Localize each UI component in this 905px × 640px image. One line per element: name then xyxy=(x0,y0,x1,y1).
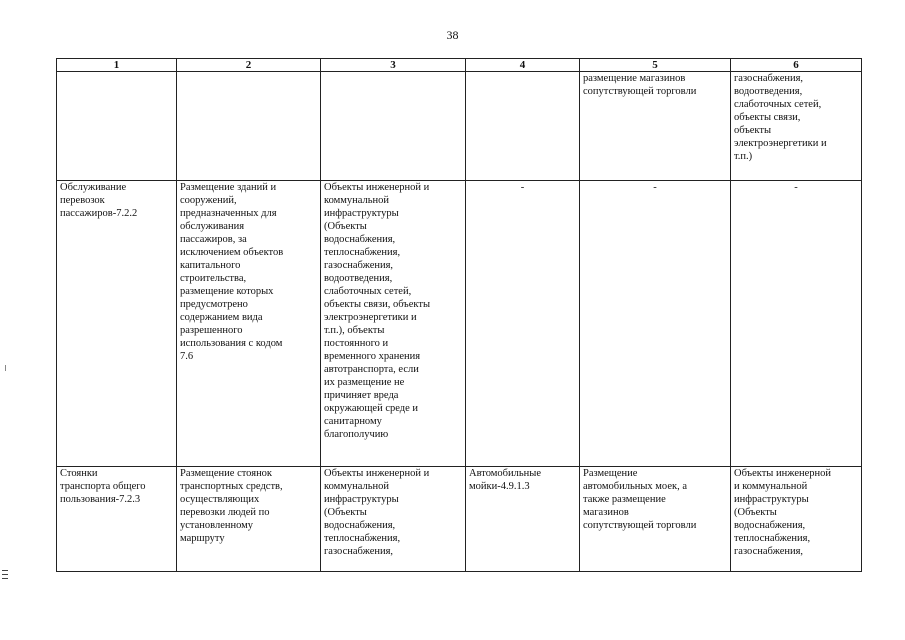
binding-mark xyxy=(2,570,8,571)
table-cell xyxy=(57,72,177,181)
table-cell xyxy=(466,181,580,467)
table-cell xyxy=(731,467,862,572)
cell-text: Стоянки транспорта общего пользования-7.2.3 xyxy=(60,468,146,505)
table-cell xyxy=(321,72,466,181)
table-cell xyxy=(466,467,580,572)
cell-text: Размещение стоянок транспортных средств, осуществляющих перевозки людей по установленному маршруту xyxy=(180,468,283,544)
table-cell xyxy=(580,467,731,572)
table-cell xyxy=(731,72,862,181)
table-cell xyxy=(731,181,862,467)
cell-text: Автомобильные мойки-4.9.1.3 xyxy=(469,468,541,492)
table-cell xyxy=(57,181,177,467)
column-header: 5 xyxy=(580,59,731,72)
margin-tick-mark xyxy=(5,365,6,371)
cell-text: Объекты инженерной и коммунальной инфраструктуры (Объекты водоснабжения, теплоснабжения, газоснабжения, водоотведения, слаботочных сетей, объекты связи, объекты электроэнергетики и т.п.), объекты постоянного и временного хранения автотранспорта, если их размещение не причиняет вреда окружающей среде и санитарному благополучию xyxy=(324,182,431,440)
table-cell xyxy=(580,181,731,467)
table-cell xyxy=(177,467,321,572)
margin-binding-marks xyxy=(2,570,8,582)
column-header: 4 xyxy=(466,59,580,72)
column-header: 3 xyxy=(321,59,466,72)
table-cell xyxy=(57,467,177,572)
table-cell xyxy=(177,181,321,467)
table-header-row xyxy=(57,59,862,72)
table-row xyxy=(57,467,862,572)
table-cell xyxy=(466,72,580,181)
cell-text: - xyxy=(794,182,798,193)
table-cell xyxy=(321,467,466,572)
binding-mark xyxy=(2,574,8,575)
cell-text: Размещение зданий и сооружений, предназначенных для обслуживания пассажиров, за исключением объектов капитального строительства, размещение которых предусмотрено содержанием вида разрешенного использования с кодом 7.6 xyxy=(180,182,284,362)
column-header: 2 xyxy=(177,59,321,72)
cell-text: газоснабжения, водоотведения, слаботочных сетей, объекты связи, объекты электроэнергетики и т.п.) xyxy=(734,73,827,162)
cell-text: размещение магазинов сопутствующей торговли xyxy=(583,73,697,97)
table-row xyxy=(57,72,862,181)
table-row xyxy=(57,181,862,467)
cell-text: Размещение автомобильных моек, а также размещение магазинов сопутствующей торговли xyxy=(583,468,697,531)
cell-text: Обслуживание перевозок пассажиров-7.2.2 xyxy=(60,182,138,219)
cell-text: - xyxy=(653,182,657,193)
column-header: 6 xyxy=(731,59,862,72)
table-cell xyxy=(321,181,466,467)
land-use-table xyxy=(56,58,862,572)
binding-mark xyxy=(2,578,8,579)
cell-text: Объекты инженерной и коммунальной инфраструктуры (Объекты водоснабжения, теплоснабжения, газоснабжения, xyxy=(324,468,430,557)
page-number: 38 xyxy=(446,28,459,42)
table-cell xyxy=(580,72,731,181)
table-cell xyxy=(177,72,321,181)
cell-text: - xyxy=(520,182,525,193)
cell-text: Объекты инженерной и коммунальной инфраструктуры (Объекты водоснабжения, теплоснабжения, газоснабжения, xyxy=(734,468,832,557)
column-header: 1 xyxy=(57,59,177,72)
